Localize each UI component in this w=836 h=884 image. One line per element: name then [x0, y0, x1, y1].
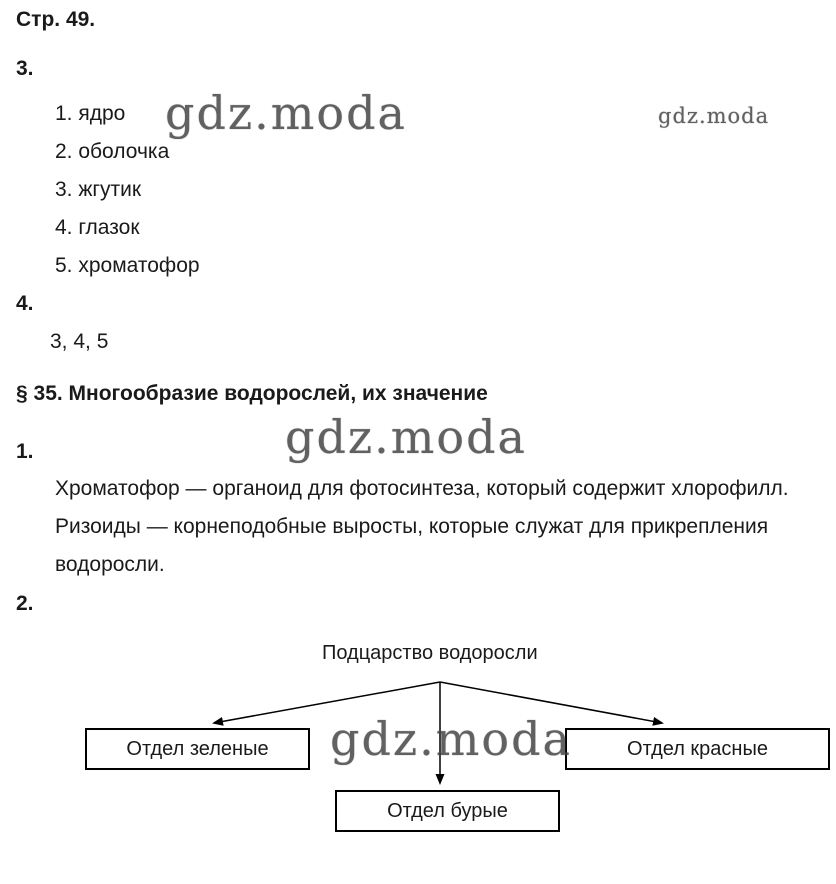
- task1-text-line: Ризоиды — корнеподобные выросты, которые служат для прикрепления: [55, 515, 769, 538]
- diagram-node-green-label: Отдел зеленые: [126, 737, 269, 760]
- task1-label: 1.: [16, 440, 34, 463]
- diagram-node-green: [85, 728, 310, 770]
- task3-item: 1. ядро: [55, 102, 126, 125]
- task4-label: 4.: [16, 292, 34, 315]
- section-title: § 35. Многообразие водорослей, их значение: [16, 382, 488, 405]
- task4-answer: 3, 4, 5: [50, 330, 109, 353]
- task3-item: 3. жгутик: [55, 178, 142, 201]
- task3-item: 5. хроматофор: [55, 254, 200, 277]
- task3-item: 2. оболочка: [55, 140, 170, 163]
- task2-label: 2.: [16, 592, 34, 615]
- diagram-node-brown-label: Отдел бурые: [387, 799, 508, 822]
- watermark: gdz.moda: [658, 104, 770, 128]
- watermark: gdz.moda: [285, 410, 527, 464]
- task1-text-line: Хроматофор — органоид для фотосинтеза, который содержит хлорофилл.: [55, 477, 789, 500]
- page-number-header: Стр. 49.: [16, 8, 96, 31]
- diagram-root-label: Подцарство водоросли: [322, 642, 538, 664]
- diagram-node-red-label: Отдел красные: [627, 737, 768, 760]
- task3-item: 4. глазок: [55, 216, 140, 239]
- diagram-node-red: [565, 728, 830, 770]
- task1-text-line: водоросли.: [55, 553, 165, 576]
- watermark: gdz.moda: [165, 86, 407, 140]
- diagram-node-brown: [335, 790, 560, 832]
- watermark: gdz.moda: [330, 712, 572, 766]
- task3-label: 3.: [16, 57, 34, 80]
